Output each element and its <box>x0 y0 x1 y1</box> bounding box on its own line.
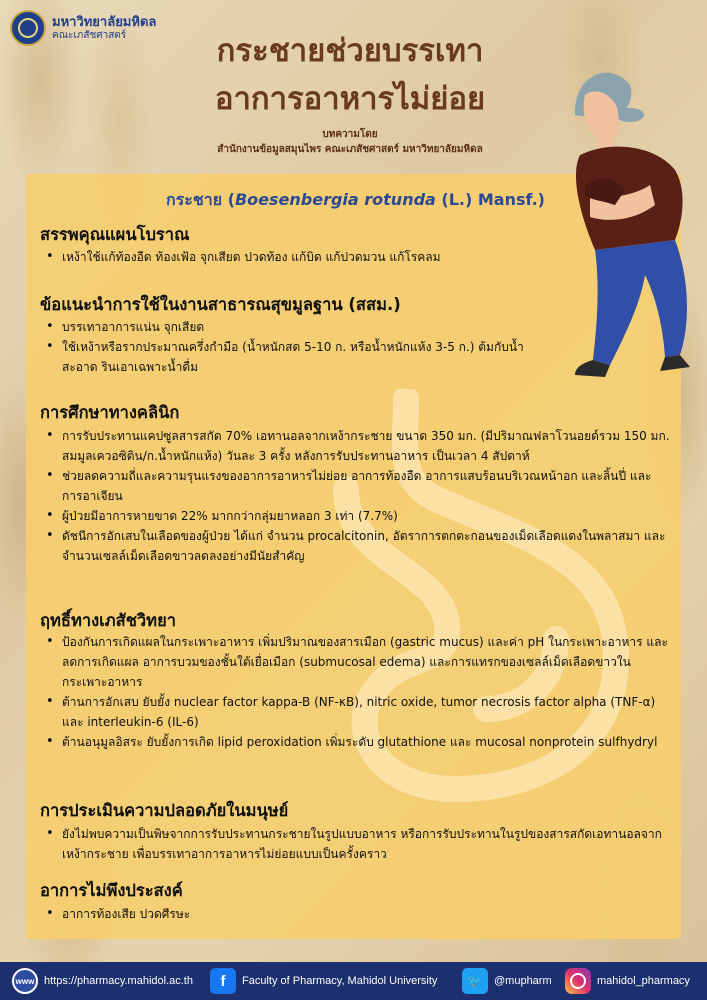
website-text: https://pharmacy.mahidol.ac.th <box>44 975 193 987</box>
list-item: • เหง้าใช้แก้ท้องอืด ท้องเฟ้อ จุกเสียด ปวดท้อง แก้บิด แก้ปวดมวน แก้โรคลม <box>40 247 671 267</box>
twitter-text: @mupharm <box>494 975 552 987</box>
instagram-icon <box>565 968 591 994</box>
section-pharmacology-list <box>40 632 671 752</box>
facebook-text: Faculty of Pharmacy, Mahidol University <box>242 975 438 987</box>
list-item: • ยังไม่พบความเป็นพิษจากการรับประทานกระชายในรูปแบบอาหาร หรือการรับประทานในรูปของสารสกัดเอทานอลจากเหง้ากระชาย เพื่อบรรเทาอาการอาหารไม่ย่อยแบบเป็นครั้งคราว <box>40 824 671 864</box>
section-adverse-title: อาการไม่พึงประสงค์ <box>40 881 183 900</box>
list-item: • ต้านอนุมูลอิสระ ยับยั้งการเกิด lipid peroxidation เพิ่มระดับ glutathione และ mucosal nonprotein sulfhydryl <box>40 732 671 752</box>
section-safety-title: การประเมินความปลอดภัยในมนุษย์ <box>40 801 289 820</box>
list-item: • ดัชนีการอักเสบในเลือดของผู้ป่วย ได้แก่ จำนวน procalcitonin, อัตราการตกตะกอนของเม็ดเลือดแดงในพลาสมา และจำนวนเซลล์เม็ดเลือดขาวลดลงอย่างมีนัยสำคัญ <box>40 526 671 566</box>
section-clinical-title: การศึกษาทางคลินิก <box>40 403 180 422</box>
section-traditional-title: สรรพคุณแผนโบราณ <box>40 225 190 244</box>
section-phc-list <box>40 317 531 377</box>
website-link[interactable] <box>12 967 193 995</box>
list-item: • ป้องกันการเกิดแผลในกระเพาะอาหาร เพิ่มปริมาณของสารเมือก (gastric mucus) และค่า pH ในกระเพาะอาหาร และลดการเกิดแผล อาการบวมของชั้นใต้เยื่อเมือก (submucosal edema) และการแทรกของเซลล์เม็ดเลือดขาวในกระเพาะอาหาร <box>40 632 671 692</box>
plant-latin-name: Boesenbergia rotunda <box>234 190 436 209</box>
section-phc-title: ข้อแนะนำการใช้ในงานสาธารณสุขมูลฐาน (สสม.) <box>40 295 401 314</box>
facebook-icon: f <box>210 968 236 994</box>
list-item: • การรับประทานแคปซูลสารสกัด 70% เอทานอลจากเหง้ากระชาย ขนาด 350 มก. (มีปริมาณฟลาโวนอยด์รวม 150 มก. สมมูลเควอซิติน/ก.น้ำหนักแห้ง) วันละ 3 ครั้ง หลังการรับประทานอาหาร เป็นเวลา 4 สัปดาห์ <box>40 426 671 466</box>
twitter-link[interactable] <box>462 967 552 995</box>
twitter-bird-icon: 🐦 <box>462 968 488 994</box>
www-globe-icon: www <box>12 968 38 994</box>
byline-label: บทความโดย <box>322 129 378 140</box>
university-name: มหาวิทยาลัยมหิดล <box>52 13 157 29</box>
woman-stomachache-illustration <box>555 45 695 380</box>
list-item: • ผู้ป่วยมีอาการหายขาด 22% มากกว่ากลุ่มยาหลอก 3 เท่า (7.7%) <box>40 506 671 526</box>
section-clinical-list <box>40 426 671 566</box>
list-item: • ใช้เหง้าหรือรากประมาณครึ่งกำมือ (น้ำหนักสด 5-10 ก. หรือน้ำหนักแห้ง 3-5 ก.) ต้มกับน้ำสะอาด รินเอาเฉพาะน้ำดื่ม <box>40 337 531 377</box>
list-item: • ช่วยลดความถี่และความรุนแรงของอาการอาหารไม่ย่อย อาการท้องอืด อาการแสบร้อนบริเวณหน้าอก และลิ้นปี่ และการอาเจียน <box>40 466 671 506</box>
facebook-link[interactable] <box>210 967 437 995</box>
mahidol-seal-icon <box>10 10 46 46</box>
byline-author: สำนักงานข้อมูลสมุนไพร คณะเภสัชศาสตร์ มหาวิทยาลัยมหิดล <box>217 144 483 155</box>
section-safety-list <box>40 824 671 864</box>
section-adverse-list <box>40 904 671 924</box>
instagram-link[interactable] <box>565 967 690 995</box>
plant-name-heading: กระชาย (Boesenbergia rotunda (L.) Mansf.) <box>165 190 545 209</box>
title-line-2: อาการอาหารไม่ย่อย <box>214 81 486 117</box>
faculty-name: คณะเภสัชศาสตร์ <box>52 29 127 41</box>
jeans-icon <box>593 240 687 365</box>
list-item: • ต้านการอักเสบ ยับยั้ง nuclear factor kappa-B (NF-κB), nitric oxide, tumor necrosis factor alpha (TNF-α) และ interleukin-6 (IL-6) <box>40 692 671 732</box>
list-item: • บรรเทาอาการแน่น จุกเสียด <box>40 317 531 337</box>
university-logo[interactable] <box>10 10 156 46</box>
list-item: • อาการท้องเสีย ปวดศีรษะ <box>40 904 671 924</box>
section-pharmacology-title: ฤทธิ์ทางเภสัชวิทยา <box>40 611 176 630</box>
instagram-text: mahidol_pharmacy <box>597 975 690 987</box>
title-line-1: กระชายช่วยบรรเทา <box>216 33 484 69</box>
footer-bar <box>0 962 707 1000</box>
